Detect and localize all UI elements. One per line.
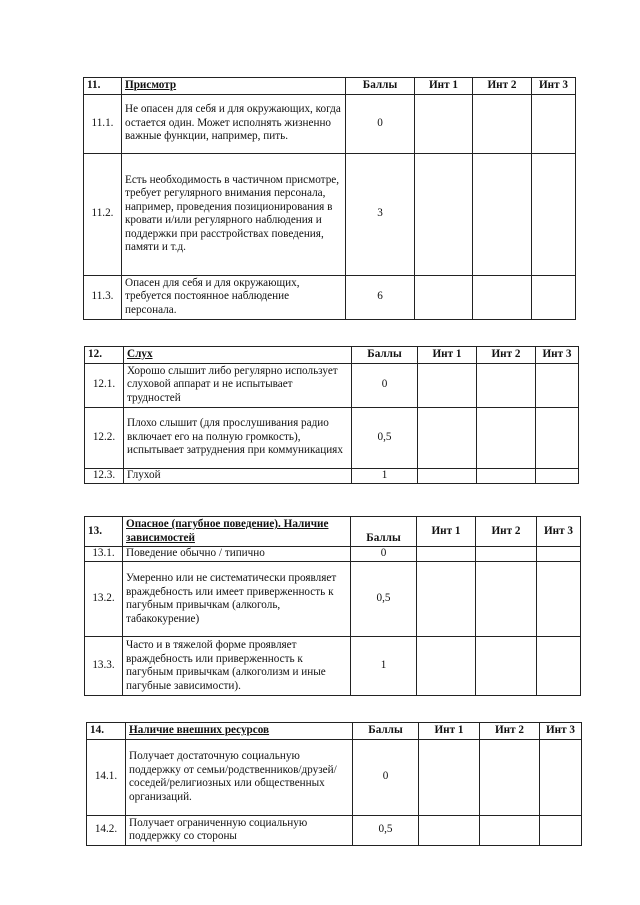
row-code: 12.3. xyxy=(85,468,124,483)
int2-cell[interactable] xyxy=(480,815,540,845)
table-row xyxy=(84,275,576,319)
row-score: 6 xyxy=(346,275,415,319)
row-score: 0 xyxy=(346,94,415,153)
points-header: Баллы xyxy=(346,78,415,95)
row-code: 14.2. xyxy=(87,815,126,845)
row-score: 0,5 xyxy=(353,815,419,845)
int3-cell[interactable] xyxy=(536,363,579,407)
row-code: 13.3. xyxy=(85,637,123,696)
int2-cell[interactable] xyxy=(476,547,537,562)
table-row xyxy=(85,363,579,407)
table-row xyxy=(84,94,576,153)
row-text: Умеренно или не систематически проявляет враждебность или имеет приверженность к пагубным привычкам (алкоголь, табакокурение) xyxy=(123,562,351,637)
int2-header: Инт 2 xyxy=(477,347,536,364)
int2-cell[interactable] xyxy=(477,407,536,468)
int1-header: Инт 1 xyxy=(418,347,477,364)
section-title: Наличие внешних ресурсов xyxy=(126,723,353,740)
int2-cell[interactable] xyxy=(480,739,540,815)
int1-cell[interactable] xyxy=(418,468,477,483)
row-score: 1 xyxy=(352,468,418,483)
row-code: 12.1. xyxy=(85,363,124,407)
row-code: 12.2. xyxy=(85,407,124,468)
int1-cell[interactable] xyxy=(419,815,480,845)
section-title: Опасное (пагубное поведение). Наличие зависимостей xyxy=(123,517,351,547)
int1-cell[interactable] xyxy=(415,153,473,275)
int3-cell[interactable] xyxy=(532,275,576,319)
row-text: Хорошо слышит либо регулярно использует слуховой аппарат и не испытывает трудностей xyxy=(124,363,352,407)
row-score: 0 xyxy=(353,739,419,815)
row-code: 11.3. xyxy=(84,275,122,319)
row-text: Поведение обычно / типично xyxy=(123,547,351,562)
int1-cell[interactable] xyxy=(417,562,476,637)
points-header: Баллы xyxy=(351,517,417,547)
int3-header: Инт 3 xyxy=(536,347,579,364)
int3-cell[interactable] xyxy=(532,153,576,275)
section-14-table xyxy=(86,722,582,846)
row-score: 0,5 xyxy=(352,407,418,468)
int1-cell[interactable] xyxy=(417,637,476,696)
row-code: 13.1. xyxy=(85,547,123,562)
row-text: Опасен для себя и для окружающих, требуется постоянное наблюдение персонала. xyxy=(122,275,346,319)
int2-cell[interactable] xyxy=(473,94,532,153)
int1-header: Инт 1 xyxy=(419,723,480,740)
int2-cell[interactable] xyxy=(477,468,536,483)
int3-header: Инт 3 xyxy=(532,78,576,95)
row-score: 3 xyxy=(346,153,415,275)
int1-cell[interactable] xyxy=(415,94,473,153)
table-row xyxy=(85,637,581,696)
row-text: Не опасен для себя и для окружающих, когда остается один. Может исполнять жизненно важные функции, например, пить. xyxy=(122,94,346,153)
int1-cell[interactable] xyxy=(417,547,476,562)
int3-header: Инт 3 xyxy=(540,723,582,740)
table-row xyxy=(85,468,579,483)
int3-header: Инт 3 xyxy=(537,517,581,547)
int2-header: Инт 2 xyxy=(480,723,540,740)
int1-header: Инт 1 xyxy=(415,78,473,95)
section-13-table xyxy=(84,516,581,696)
row-text: Часто и в тяжелой форме проявляет враждебность или приверженность к пагубным привычкам (алкоголизм и иные пагубные зависимости). xyxy=(123,637,351,696)
section-11-table xyxy=(83,77,576,320)
section-title: Присмотр xyxy=(122,78,346,95)
int1-cell[interactable] xyxy=(415,275,473,319)
int2-cell[interactable] xyxy=(476,637,537,696)
table-row xyxy=(87,815,582,845)
section-number: 14. xyxy=(87,723,126,740)
table-row xyxy=(84,153,576,275)
points-header: Баллы xyxy=(353,723,419,740)
int2-cell[interactable] xyxy=(473,153,532,275)
table-row xyxy=(87,739,582,815)
int2-cell[interactable] xyxy=(477,363,536,407)
int1-cell[interactable] xyxy=(419,739,480,815)
int3-cell[interactable] xyxy=(540,739,582,815)
table-row xyxy=(85,562,581,637)
row-text: Получает достаточную социальную поддержку от семьи/родственников/друзей/соседей/религиозных или общественных организаций. xyxy=(126,739,353,815)
row-text: Плохо слышит (для прослушивания радио включает его на полную громкость), испытывает затруднения при коммуникациях xyxy=(124,407,352,468)
int2-cell[interactable] xyxy=(473,275,532,319)
section-title: Слух xyxy=(124,347,352,364)
row-code: 11.2. xyxy=(84,153,122,275)
table-row xyxy=(85,547,581,562)
int3-cell[interactable] xyxy=(536,468,579,483)
row-code: 14.1. xyxy=(87,739,126,815)
row-score: 0 xyxy=(351,547,417,562)
section-12-table xyxy=(84,346,579,484)
int3-cell[interactable] xyxy=(532,94,576,153)
row-score: 0,5 xyxy=(351,562,417,637)
row-score: 0 xyxy=(352,363,418,407)
int1-header: Инт 1 xyxy=(417,517,476,547)
row-text: Получает ограниченную социальную поддержку со стороны xyxy=(126,815,353,845)
int1-cell[interactable] xyxy=(418,407,477,468)
row-code: 13.2. xyxy=(85,562,123,637)
int3-cell[interactable] xyxy=(537,637,581,696)
int1-cell[interactable] xyxy=(418,363,477,407)
int2-cell[interactable] xyxy=(476,562,537,637)
row-score: 1 xyxy=(351,637,417,696)
points-header: Баллы xyxy=(352,347,418,364)
row-code: 11.1. xyxy=(84,94,122,153)
section-number: 11. xyxy=(84,78,122,95)
row-text: Глухой xyxy=(124,468,352,483)
int3-cell[interactable] xyxy=(540,815,582,845)
section-number: 12. xyxy=(85,347,124,364)
int2-header: Инт 2 xyxy=(476,517,537,547)
table-row xyxy=(85,407,579,468)
int3-cell[interactable] xyxy=(537,562,581,637)
section-number: 13. xyxy=(85,517,123,547)
int3-cell[interactable] xyxy=(536,407,579,468)
int3-cell[interactable] xyxy=(537,547,581,562)
int2-header: Инт 2 xyxy=(473,78,532,95)
row-text: Есть необходимость в частичном присмотре, требует регулярного внимания персонала, например, проведения позиционирования в кровати и/или регулярного наблюдения и поддержки при расстройствах поведения, памяти и т.д. xyxy=(122,153,346,275)
